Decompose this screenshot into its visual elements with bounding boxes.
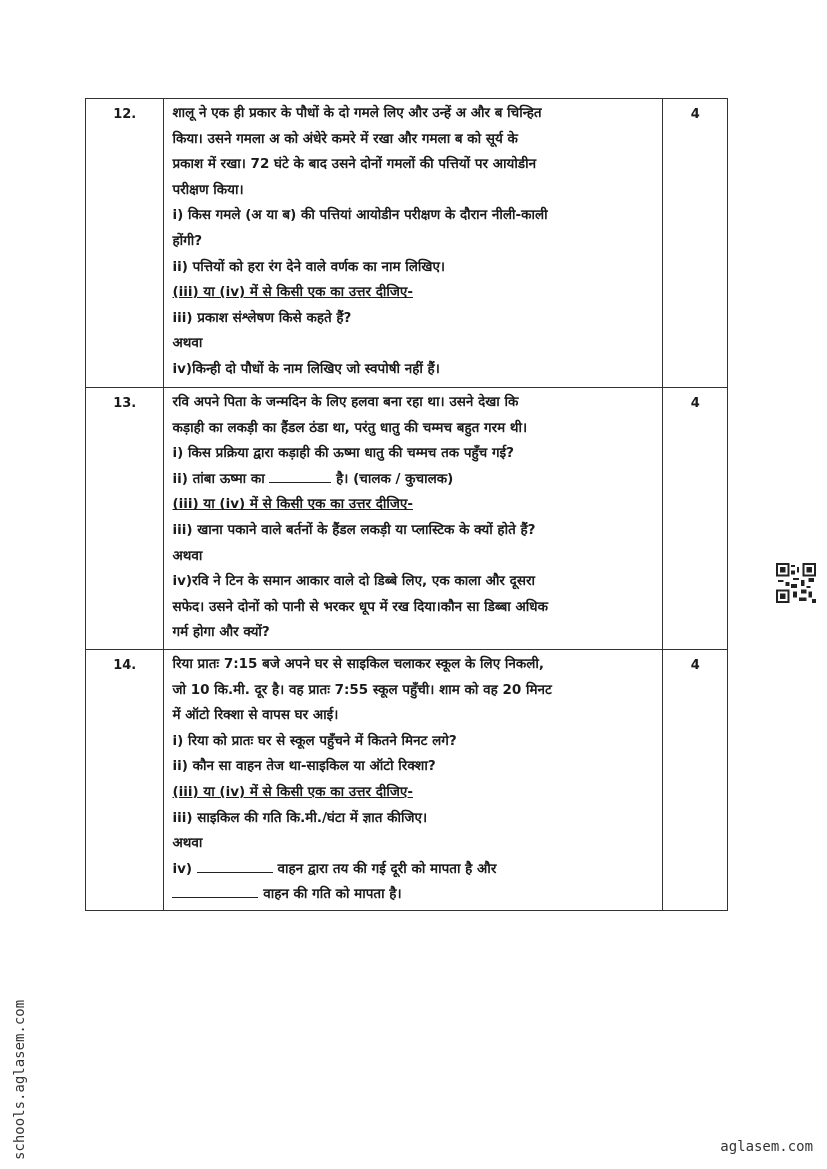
question-text <box>164 99 663 388</box>
question-line-part: वाहन की गति को मापता है। <box>263 886 402 903</box>
question-line-part: वाहन द्वारा तय की गई दूरी को मापता है और <box>277 860 497 877</box>
answer-blank <box>269 468 331 483</box>
question-line: होंगी? <box>172 232 203 249</box>
answer-blank <box>197 858 273 873</box>
or-label: अथवा <box>172 547 203 564</box>
question-line: i) किस प्रक्रिया द्वारा कड़ाही की ऊष्मा धातु की चम्मच तक पहुँच गई? <box>172 445 515 462</box>
bottom-watermark: aglasem.com <box>720 1139 813 1155</box>
qr-code-icon <box>776 563 816 603</box>
question-line: सफेद। उसने दोनों को पानी से भरकर धूप में रख दिया।कौन सा डिब्बा अधिक <box>172 598 548 615</box>
question-line: किया। उसने गमला अ को अंधेरे कमरे में रखा और गमला ब को सूर्य के <box>172 130 518 147</box>
choice-instruction: (iii) या (iv) में से किसी एक का उत्तर दीजिए- <box>172 783 413 800</box>
question-line: iv)रवि ने टिन के समान आकार वाले दो डिब्बे लिए, एक काला और दूसरा <box>172 573 535 590</box>
question-line: ii) पत्तियों को हरा रंग देने वाले वर्णक का नाम लिखिए। <box>172 258 446 275</box>
question-line: iii) साइकिल की गति कि.मी./घंटा में ज्ञात कीजिए। <box>172 809 428 826</box>
or-label: अथवा <box>172 835 203 852</box>
question-row <box>86 99 728 388</box>
choice-instruction: (iii) या (iv) में से किसी एक का उत्तर दीजिए- <box>172 284 413 301</box>
question-row <box>86 388 728 650</box>
question-marks: 4 <box>663 99 728 388</box>
question-line-part: iv) <box>172 860 193 877</box>
question-line: परीक्षण किया। <box>172 181 244 198</box>
side-watermark: schools.aglasem.com <box>12 999 28 1160</box>
question-line: iv)किन्ही दो पौधों के नाम लिखिए जो स्वपोषी नहीं हैं। <box>172 360 440 377</box>
question-row <box>86 650 728 911</box>
question-line: iii) प्रकाश संश्लेषण किसे कहते हैं? <box>172 309 352 326</box>
question-line <box>172 467 656 493</box>
question-line: i) रिया को प्रातः घर से स्कूल पहुँचने में कितने मिनट लगे? <box>172 732 457 749</box>
question-line: कड़ाही का लकड़ी का हैंडल ठंडा था, परंतु धातु की चम्मच बहुत गरम थी। <box>172 419 528 436</box>
question-line: रवि अपने पिता के जन्मदिन के लिए हलवा बना रहा था। उसने देखा कि <box>172 394 519 410</box>
question-line: गर्म होगा और क्यों? <box>172 624 270 641</box>
or-label: अथवा <box>172 335 203 352</box>
answer-blank <box>172 883 258 898</box>
question-line: i) किस गमले (अ या ब) की पत्तियां आयोडीन परीक्षण के दौरान नीली-काली <box>172 207 548 224</box>
question-line: जो 10 कि.मी. दूर है। वह प्रातः 7:55 स्कूल पहुँची। शाम को वह 20 मिनट <box>172 681 552 698</box>
question-text <box>164 388 663 650</box>
question-line <box>172 857 656 883</box>
question-line: ii) कौन सा वाहन तेज था-साइकिल या ऑटो रिक्शा? <box>172 758 436 775</box>
question-number: 13. <box>86 388 164 650</box>
question-text <box>164 650 663 911</box>
question-line: iii) खाना पकाने वाले बर्तनों के हैंडल लकड़ी या प्लास्टिक के क्यों होते हैं? <box>172 521 536 538</box>
question-marks: 4 <box>663 388 728 650</box>
question-line: प्रकाश में रखा। 72 घंटे के बाद उसने दोनों गमलों की पत्तियों पर आयोडीन <box>172 156 537 173</box>
question-line: रिया प्रातः 7:15 बजे अपने घर से साइकिल चलाकर स्कूल के लिए निकली, <box>172 656 545 672</box>
question-line: शालू ने एक ही प्रकार के पौधों के दो गमले लिए और उन्हें अ और ब चिन्हित <box>172 105 542 121</box>
question-line: में ऑटो रिक्शा से वापस घर आई। <box>172 707 339 724</box>
question-table <box>85 98 728 911</box>
question-number: 14. <box>86 650 164 911</box>
question-marks: 4 <box>663 650 728 911</box>
choice-instruction: (iii) या (iv) में से किसी एक का उत्तर दीजिए- <box>172 496 413 513</box>
question-line-part: है। (चालक / कुचालक) <box>336 470 454 487</box>
question-line-part: ii) तांबा ऊष्मा का <box>172 470 265 487</box>
question-number: 12. <box>86 99 164 388</box>
question-line <box>172 882 656 908</box>
